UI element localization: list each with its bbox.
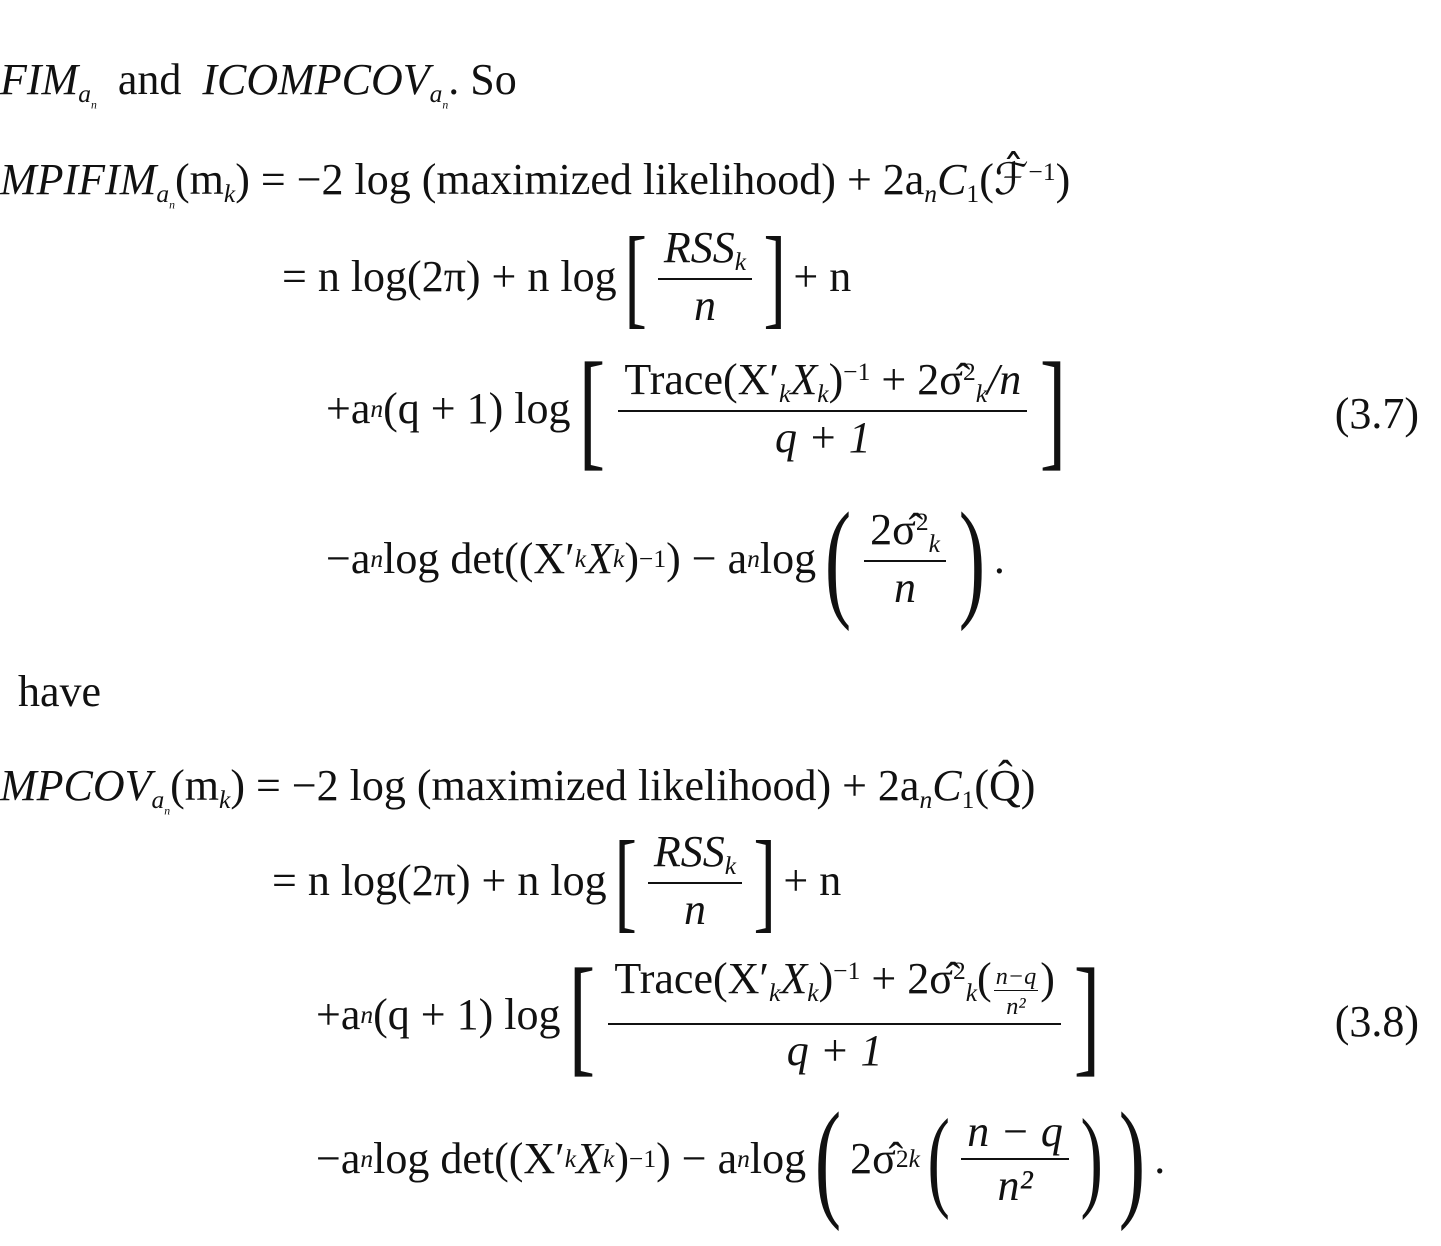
eq37-arg: (m: [175, 155, 224, 204]
nq-fraction: $\frac{n - q}{\text{n²}}$: [961, 1110, 1069, 1208]
trace-fraction: $\frac{Trace(X'_kX_k)^{-1} + 2\sigmâ^2_k/n}{q + 1}$: [618, 358, 1027, 461]
rss-fraction-2: $\frac{RSS_k}{n}$: [648, 830, 742, 933]
eq37-rhs1: = −2 log (maximized likelihood) + 2a: [260, 155, 925, 204]
eq37-number: (3.7): [1334, 389, 1419, 438]
rss-fraction: $\frac{RSS_k}{n}$: [658, 226, 752, 329]
eq37-line1: $MPIFIM_{a_n}(m_k) = -2$ log (maximized likelihood) + $2a_nC_1(ℱ̂^{-1})$: [0, 155, 1071, 212]
eq37-line4: −a n log det((X′ k X k ) −1 ) − a n log ( $\frac{2\sigmâ^2_k}{n}$ ) .: [326, 485, 1005, 632]
eq38-number: (3.8): [1334, 997, 1419, 1046]
icompcov-term: $ICOMPCOV_{a_n}$: [202, 55, 449, 112]
fim-term: $FIM_{a_n}$: [0, 55, 97, 112]
eq38-line2: = n log(2π) + n log [ $\frac{RSS_k}{n}$ ] + n: [272, 819, 842, 943]
eq38-line4: −a n log det((X′ k X k ) −1 ) − a n log ( 2σ̂ 2 k ( $\frac{n - q}{\text{n²}}$ ) ) .: [316, 1085, 1166, 1232]
eq38-rhs1: = −2 log (maximized likelihood) + 2a: [256, 761, 920, 810]
and-word: and: [117, 55, 182, 104]
eq37-l2-pre: = n log(2π) + n log: [282, 252, 617, 301]
have-text: have: [18, 667, 102, 716]
so-text: . So: [448, 55, 517, 104]
eq37-lhs: MPIFIM: [0, 155, 157, 204]
eq38-line3: +a n (q + 1) log [ $Trace(X'_kX_k)^{-1}$ + 2σ̂$^2_k$( $\frac{n-q}{\text{n²}}$ ) q + 1 ]: [316, 941, 1101, 1088]
intro-line: [0, 55, 517, 112]
eq38-lhs: MPCOV: [0, 761, 152, 810]
trace-fraction-2: $Trace(X'_kX_k)^{-1}$ + 2σ̂$^2_k$( $\frac{n-q}{\text{n²}}$ ) q + 1: [608, 957, 1060, 1074]
eq37-l2-post: + n: [793, 252, 852, 301]
eq37-line3: +a n (q + 1) log [ $\frac{Trace(X'_kX_k)^{-1} + 2\sigmâ^2_k/n}{q + 1}$ ]: [326, 335, 1067, 482]
sigma-fraction: $\frac{2\sigmâ^2_k}{n}$: [864, 508, 946, 611]
eq37-line2: = n log(2π) + n log [ $\frac{RSS_k}{n}$ ] + n: [282, 215, 852, 339]
eq38-line1: $MPCOV_{a_n}(m_k) = -2$ log (maximized likelihood) + $2a_nC_1(Q̂)$: [0, 761, 1036, 818]
